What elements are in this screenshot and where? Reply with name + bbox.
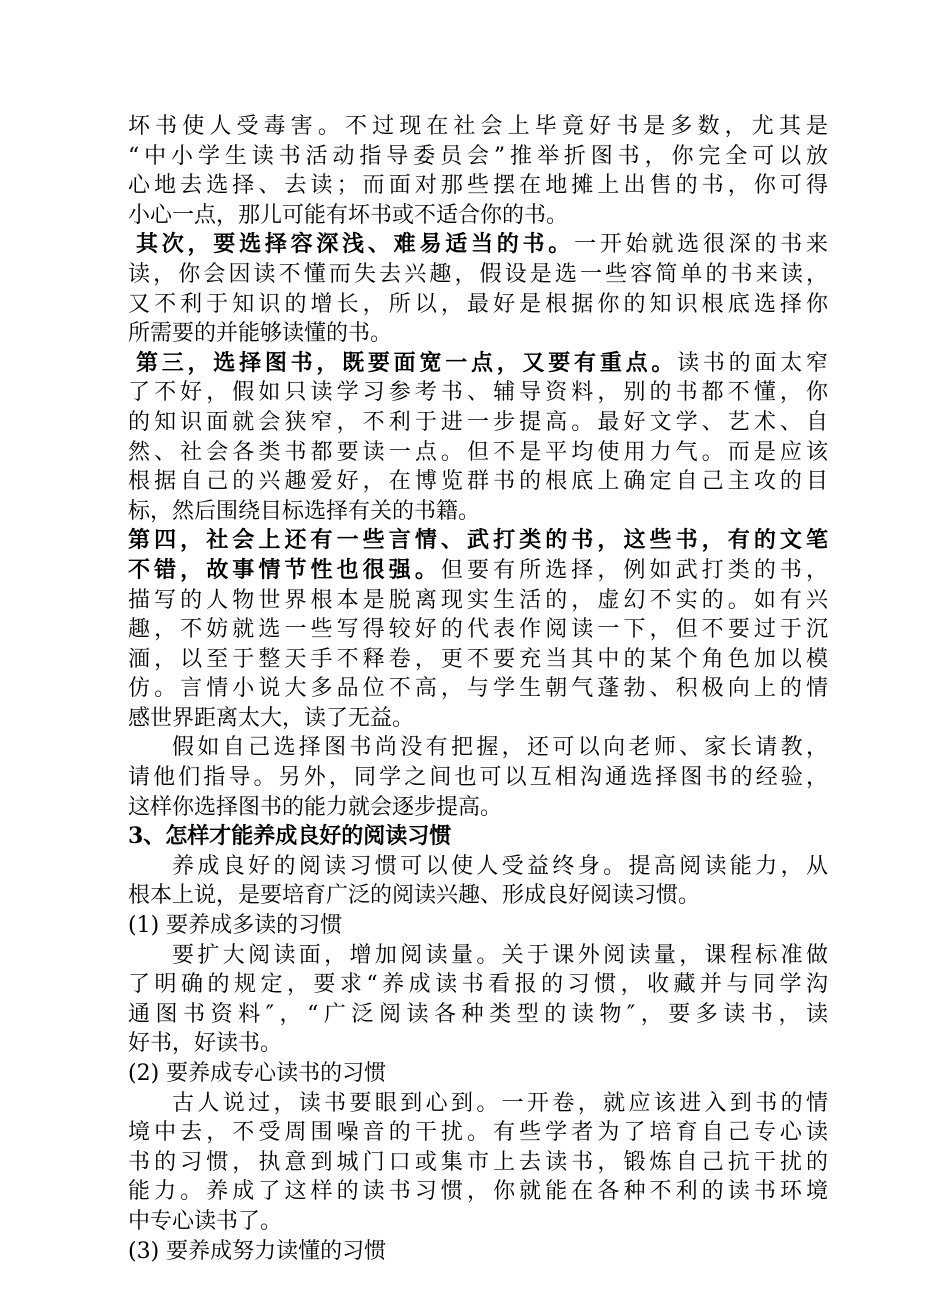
text-line [128,260,828,290]
text-line [128,704,828,734]
document-body [128,112,828,1266]
body-text: 标，然后围绕目标选择有关的书籍。 [128,498,481,524]
body-text: 描写的人物世界根本是脱离现实生活的，虚幻不实的。如有兴 [128,587,828,613]
text-line [128,852,828,882]
text-line [128,970,828,1000]
text-line [128,230,828,260]
bold-heading-text: 不错，故事情节性也很强。 [128,556,441,583]
text-line [128,822,828,852]
body-text: 读书的面太窄 [677,350,828,376]
text-line [128,201,828,231]
bold-heading-text: 第三，选择图书，既要面宽一点，又要有重点。 [136,349,678,376]
text-line [128,1089,828,1119]
body-text: 好书，好读书。 [128,1031,283,1057]
body-text: 读，你会因读不懂而失去兴趣，假设是选一些容简单的书来读， [128,261,828,287]
body-text: 湎，以至于整天手不释卷，更不要充当其中的某个角色加以模 [128,646,828,672]
body-text: 了明确的规定，要求“养成读书看报的习惯，收藏并与同学沟 [128,972,828,998]
text-line [128,881,828,911]
text-line [128,645,828,675]
text-line [128,1059,828,1089]
body-text: 所需要的并能够读懂的书。 [128,321,393,347]
text-line [128,1000,828,1030]
text-line [128,378,828,408]
text-line [128,142,828,172]
body-text: 能力。养成了这样的读书习惯，你就能在各种不利的读书环境 [128,1179,828,1205]
body-text: 根本上说，是要培育广泛的阅读兴趣、形成良好阅读习惯。 [128,883,701,909]
body-text: 根据自己的兴趣爱好，在博览群书的根底上确定自己主攻的目 [128,469,828,495]
text-line [128,615,828,645]
text-line [128,112,828,142]
body-text: 又不利于知识的增长，所以，最好是根据你的知识根底选择你 [128,291,828,317]
body-text: 中专心读书了。 [128,1208,283,1234]
bold-heading-text: 3、怎样才能养成良好的阅读习惯 [128,823,452,850]
text-line [128,467,828,497]
text-line [128,793,828,823]
text-line [128,1118,828,1148]
body-text: (2) 要养成专心读书的习惯 [128,1061,387,1086]
body-text: 要扩大阅读面，增加阅读量。关于课外阅读量，课程标准做 [172,942,828,968]
body-text: 古人说过，读书要眼到心到。一开卷，就应该进入到书的情 [172,1090,828,1116]
body-text: 坏书使人受毒害。不过现在社会上毕竟好书是多数，尤其是 [128,114,828,139]
text-line [128,941,828,971]
body-text: (1) 要养成多读的习惯 [128,913,343,939]
body-text: 假如自己选择图书尚没有把握，还可以向老师、家长请教， [172,735,828,761]
body-text: 境中去，不受周围噪音的干扰。有些学者为了培育自己专心读 [128,1120,828,1146]
body-text: 的知识面就会狭窄，不利于进一步提高。最好文学、艺术、自 [128,409,828,435]
body-text: 趣，不妨就选一些写得较好的代表作阅读一下，但不要过于沉 [128,617,828,643]
body-text: “中小学生读书活动指导委员会”推举折图书，你完全可以放 [128,143,828,169]
body-text: 一开始就选很深的书来 [574,232,828,258]
body-text: 书的习惯，执意到城门口或集市上去读书，锻炼自己抗干扰的 [128,1149,828,1175]
text-line [128,438,828,468]
body-text: 然、社会各类书都要读一点。但不是平均使用力气。而是应该 [128,439,828,465]
text-line [128,1207,828,1237]
text-line [128,733,828,763]
text-line [128,1148,828,1178]
text-line [128,1237,828,1267]
body-text: (3) 要养成努力读懂的习惯 [128,1238,387,1264]
text-line [128,290,828,320]
body-text: 养成良好的阅读习惯可以使人受益终身。提高阅读能力，从 [172,853,828,879]
text-line [128,349,828,379]
text-line [128,319,828,349]
body-text: 这样你选择图书的能力就会逐步提高。 [128,794,503,820]
bold-heading-text: 其次，要选择容深浅、难易适当的书。 [136,231,575,258]
text-line [128,1029,828,1059]
text-line [128,408,828,438]
body-text: 仿。言情小说大多品位不高，与学生朝气蓬勃、积极向上的情 [128,676,828,702]
text-line [128,763,828,793]
text-line [128,674,828,704]
body-text: 小心一点，那儿可能有坏书或不适合你的书。 [128,202,569,228]
bold-heading-text: 第四，社会上还有一些言情、武打类的书，这些书，有的文笔 [128,527,828,554]
body-text: 通图书资料″，“广泛阅读各种类型的读物″，要多读书，读 [128,1001,828,1027]
body-text: 请他们指导。另外，同学之间也可以互相沟通选择图书的经验， [128,765,828,791]
body-text: 了不好，假如只读学习参考书、辅导资料，别的书都不懂，你 [128,380,828,406]
text-line [128,1177,828,1207]
body-text: 但要有所选择，例如武打类的书， [440,557,828,583]
text-line [128,171,828,201]
text-line [128,586,828,616]
body-text: 心地去选择、去读；而面对那些摆在地摊上出售的书，你可得 [128,173,828,199]
text-line [128,556,828,586]
text-line [128,497,828,527]
text-line [128,911,828,941]
body-text: 感世界距离太大，读了无益。 [128,705,415,731]
text-line [128,526,828,556]
